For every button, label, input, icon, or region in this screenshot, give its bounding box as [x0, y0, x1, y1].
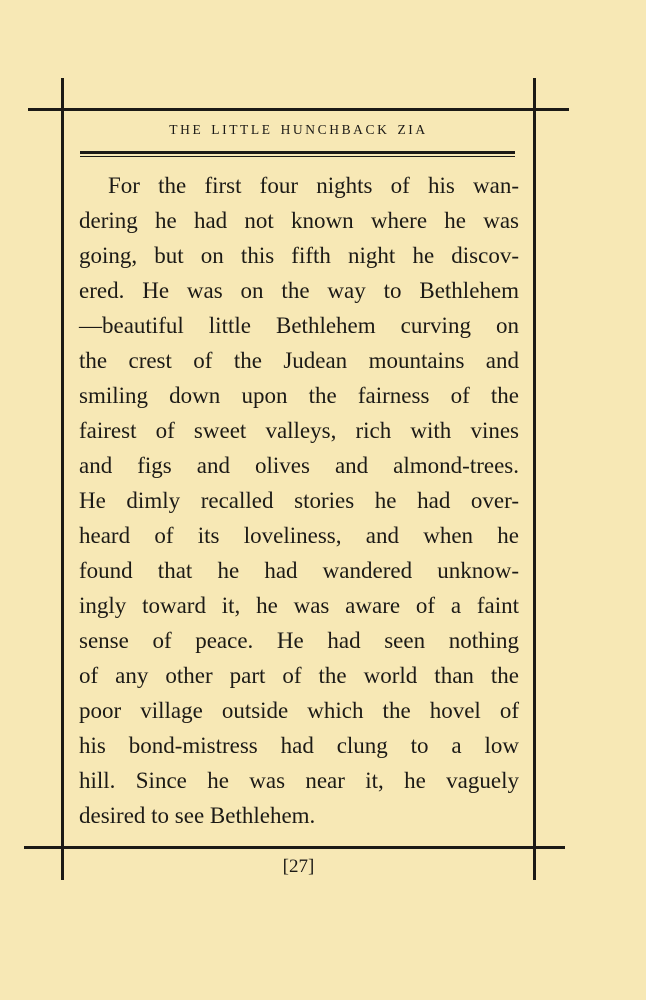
frame-top-rule [28, 108, 569, 111]
frame-left-rule [61, 78, 64, 880]
text-line: the crest of the Judean mountains and [79, 348, 519, 373]
frame-bottom-rule [24, 846, 565, 849]
running-head: THE LITTLE HUNCHBACK ZIA [169, 122, 428, 137]
text-line: found that he had wandered unknow- [79, 558, 519, 583]
header-underline-thick [80, 151, 515, 154]
header-underline-thin [80, 156, 515, 157]
text-line: poor village outside which the hovel of [79, 698, 519, 723]
text-line: desired to see Bethlehem. [79, 803, 316, 828]
text-line: hill. Since he was near it, he vaguely [79, 768, 519, 793]
text-line: fairest of sweet valleys, rich with vines [79, 418, 519, 443]
text-line: smiling down upon the fairness of the [79, 383, 519, 408]
body-paragraph [79, 168, 519, 833]
text-line: —beautiful little Bethlehem curving on [79, 313, 519, 338]
frame-right-rule [533, 78, 536, 880]
text-line: For the first four nights of his wan- [108, 173, 519, 198]
text-line: and figs and olives and almond-trees. [79, 453, 519, 478]
text-line: ered. He was on the way to Bethlehem [79, 278, 519, 303]
text-line: He dimly recalled stories he had over- [79, 488, 519, 513]
text-line: his bond-mistress had clung to a low [79, 733, 519, 758]
text-line: ingly toward it, he was aware of a faint [79, 593, 519, 618]
text-line: of any other part of the world than the [79, 663, 519, 688]
text-line: heard of its loveliness, and when he [79, 523, 519, 548]
page-number: [27] [282, 856, 315, 877]
text-line: going, but on this fifth night he discov- [79, 243, 519, 268]
text-line: sense of peace. He had seen nothing [79, 628, 519, 653]
text-line: dering he had not known where he was [79, 208, 519, 233]
